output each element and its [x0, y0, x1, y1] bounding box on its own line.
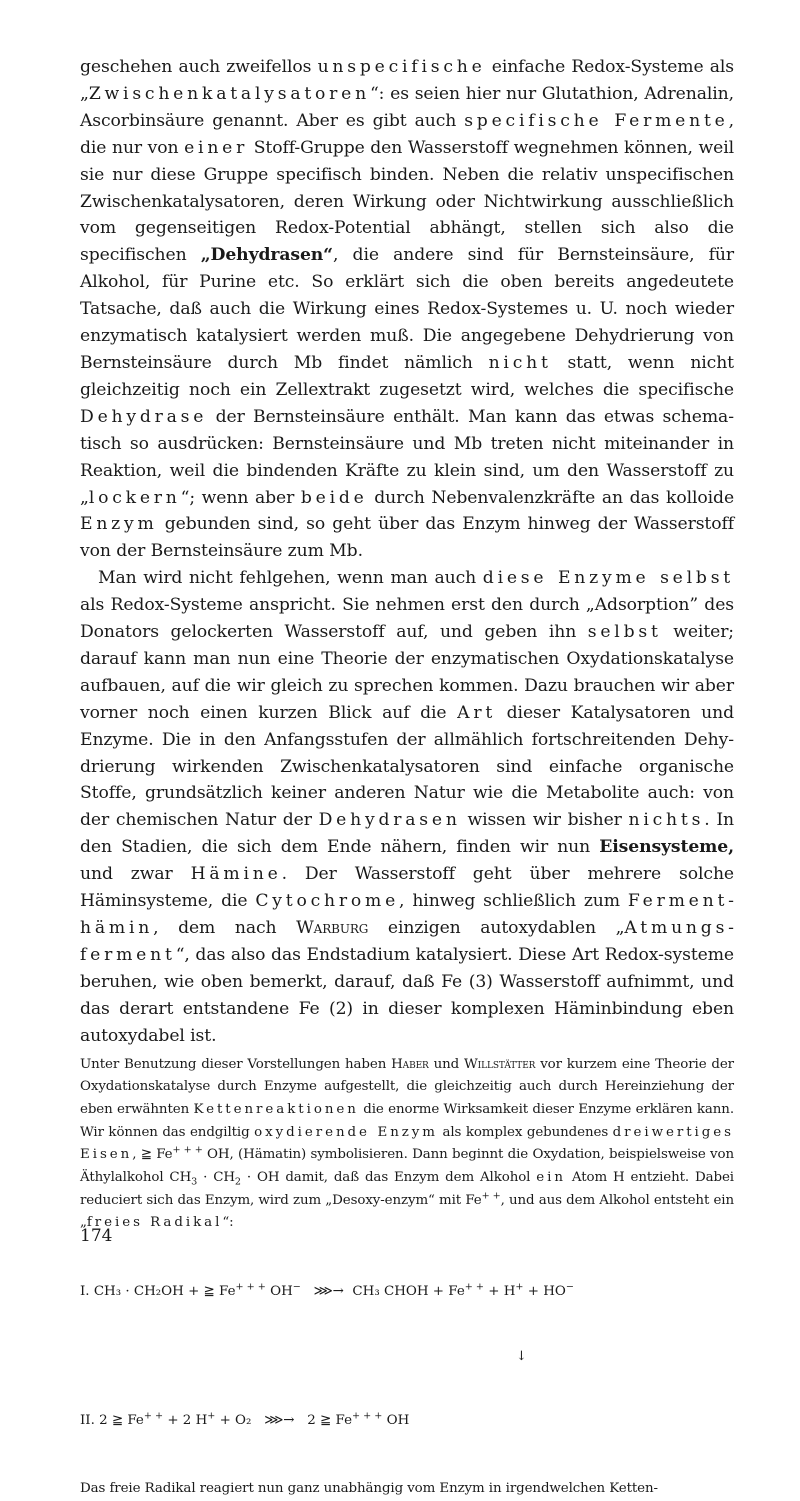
reaction-arrow-icon: ⋙→	[264, 1413, 295, 1429]
page-number: 174	[80, 1226, 113, 1246]
small-paragraph: Unter Benutzung dieser Vorstellungen haben Haber und Willstätter vor kurzem eine Theorie der Oxydationskatalyse durch Enzyme aufgestellt, die gleichzeitig auch durch Hereinziehung der eben erwähnten Kettenreaktionen die enorme Wirksamkeit dieser Enzyme erklären kann. Wir können das endgiltig oxydierende Enzym als komplex gebundenes dreiwertiges Eisen, ≧ Fe+ + + OH, (Hämatin) symbolisieren. Dann beginnt die Oxydation, beispielsweise von Äthylalkohol $CH_3 \cdot CH_2$ · OH damit, daß das Enzym dem Alkohol ein Atom H entzieht. Dabei reduciert sich das Enzym, wird zum „Desoxy-enzym“ mit Fe+ +, und aus dem Alkohol entsteht ein „freies Radikal“:	[80, 1056, 735, 1231]
reaction-arrow-icon: ⋙→	[313, 1283, 344, 1299]
small-last-line: Das freie Radikal reagiert nun ganz unabhängig vom Enzym in irgendwelchen Ketten-	[80, 1481, 658, 1497]
paragraph-2: Man wird nicht fehlgehen, wenn man auch diese Enzyme selbst als Redox-Systeme anspricht. Sie nehmen erst den durch „Adsorption” des Donators gelockerten Wasserstoff auf, und geben ihn selbst weiter; darauf kann man nun eine Theorie der enzymatischen Oxydationskatalyse aufbauen, auf die wir gleich zu sprechen kommen. Dazu brauchen wir aber vorner noch einen kurzen Blick auf die Art dieser Katalysatoren und Enzyme. Die in den Anfangsstufen der allmählich fortschreitenden Dehydrierung wirkenden Zwischenkatalysatoren sind einfache organische Stoffe, grundsätzlich keiner anderen Natur wie die Metabolite auch: von der chemischen Natur der Dehydrasen wissen wir bisher nichts. In den Stadien, die sich dem Ende nähern, finden wir nun Eisensysteme, und zwar Hämine. Der Wasserstoff geht über mehrere solche Häminsysteme, die Cytochrome, hinweg schließlich zum Fermenthämin, dem nach Warburg einzigen autoxydablen „Atmungsferment“, das also das Endstadium katalysiert. Diese Art Redox-systeme beruhen, wie oben bemerkt, darauf, daß Fe (3) Wasserstoff aufnimmt, und das derart entstandene Fe (2) in dieser komplexen Häminbindung eben autoxydabel ist.	[80, 568, 734, 1046]
paragraph-1: geschehen auch zweifellos unspecifische einfache Redox-Systeme als „Zwischenkatalysatoren“: es seien hier nur Glutathion, Adrenalin, Ascorbinsäure genannt. Aber es gibt auch specifische Fermente, die nur von einer Stoff-Gruppe den Wasserstoff wegnehmen können, weil sie nur diese Gruppe specifisch binden. Neben die relativ unspecifischen Zwischenkatalysatoren, deren Wirkung oder Nichtwirkung ausschließlich vom gegenseitigen Redox-Potential abhängt, stellen sich also die specifischen „Dehydrasen“, die andere sind für Bernsteinsäure, für Alkohol, für Purine etc. So erklärt sich die oben bereits angedeutete Tatsache, daß auch die Wirkung eines Redox-Systemes u. U. noch wieder enzymatisch katalysiert werden muß. Die angegebene Dehydrierung von Bernsteinsäure durch Mb findet nämlich nicht statt, wenn nicht gleichzeitig noch ein Zellextrakt zugesetzt wird, welches die specifische Dehydrase der Bernsteinsäure enthält. Man kann das etwas schematisch so ausdrücken: Bernsteinsäure und Mb treten nicht miteinander in Reaktion, weil die bindenden Kräfte zu klein sind, um den Wasserstoff zu „lockern“; wenn aber beide durch Nebenvalenzkräfte an das kolloide Enzym gebunden sind, so geht über das Enzym hinweg der Wasserstoff von der Bernsteinsäure zum Mb.	[80, 57, 735, 562]
down-arrow-icon: ↓	[516, 1348, 527, 1364]
main-text	[80, 54, 734, 1050]
equation-block	[80, 1235, 734, 1478]
small-print-section	[80, 1054, 734, 1501]
equation-2: II. 2 ≧ Fe+ + + 2 H+ + O₂ ⋙→ 2 ≧ Fe+ + + OH	[80, 1410, 410, 1429]
equation-1: I. CH₃ · CH₂OH + ≧ Fe+ + + OH− ⋙→ CH₃ CHOH + Fe+ + + H+ + HO−	[80, 1281, 574, 1299]
page-content	[80, 54, 734, 1501]
